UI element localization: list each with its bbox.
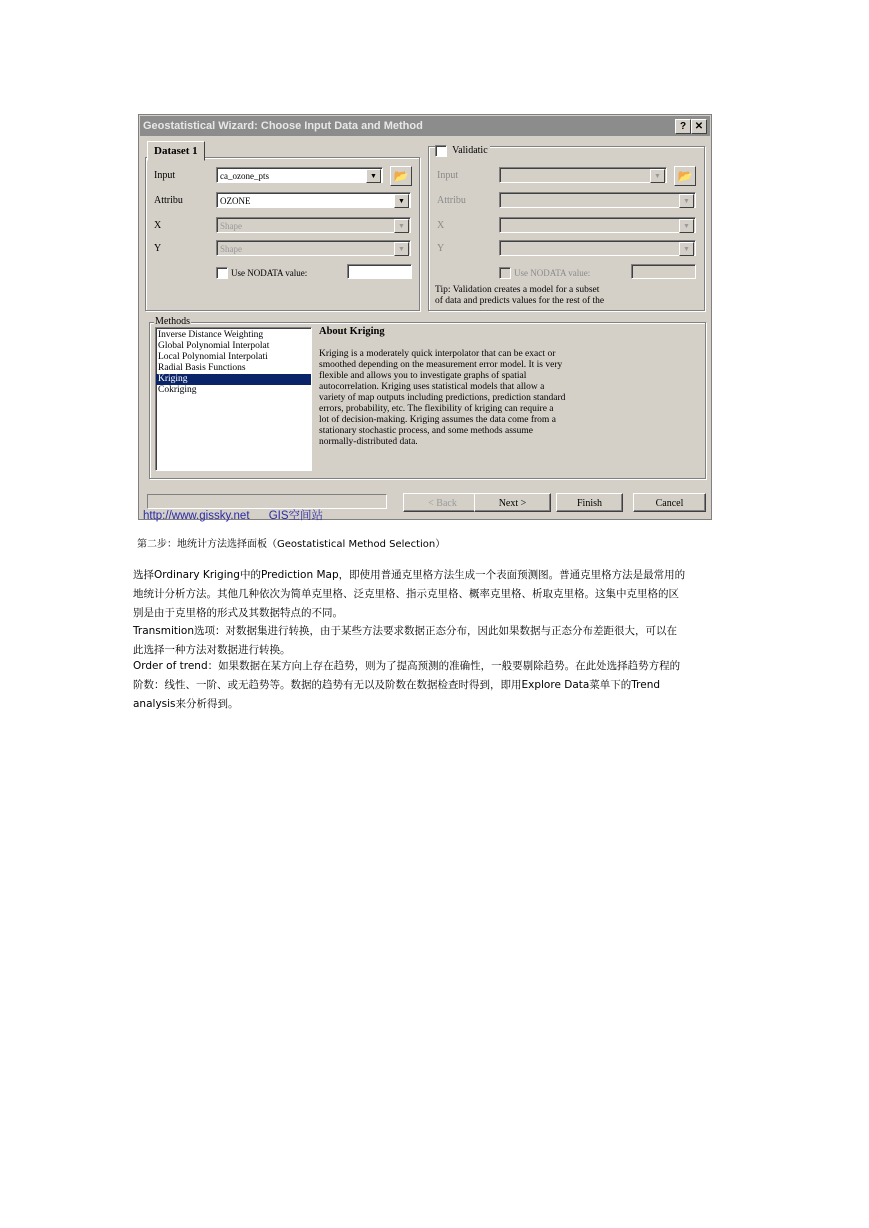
validation-attribute-dropdown[interactable] [499,192,696,208]
x-value: Shape [220,221,242,231]
input-label: Input [154,170,176,181]
paragraph-line: Transmition选项：对数据集进行转换，由于某些方法要求数据正态分布，因此如果数据与正态分布差距很大，可以在 [133,625,678,637]
dropdown-arrow-icon[interactable]: ▼ [394,194,409,208]
validation-tip-line: of data and predicts values for the rest of the [435,296,605,306]
about-line: variety of map outputs including predictions, prediction standard [319,393,566,403]
finish-button[interactable]: Finish [556,493,623,512]
paragraph-line: 此选择一种方法对数据进行转换。 [133,644,291,656]
dialog-title-bar [140,116,710,136]
dropdown-arrow-icon[interactable]: ▼ [366,169,381,183]
validation-use-nodata-label: Use NODATA value: [514,268,591,278]
validation-input-dropdown[interactable] [499,167,667,183]
input-value: ca_ozone_pts [220,171,269,181]
paragraph-line: analysis来分析得到。 [133,698,239,710]
about-line: normally-distributed data. [319,437,418,447]
dropdown-arrow-icon[interactable]: ▼ [394,219,409,233]
use-nodata-checkbox[interactable] [216,267,228,279]
validation-nodata-value-field[interactable] [631,264,696,279]
method-item[interactable]: Inverse Distance Weighting [158,330,264,340]
attribute-dropdown[interactable] [216,192,411,208]
y-dropdown[interactable] [216,240,411,256]
paragraph-line: 别是由于克里格的形式及其数据特点的不同。 [133,607,343,619]
next-button[interactable]: Next > [474,493,551,512]
validation-header [435,140,490,154]
dropdown-arrow-icon[interactable]: ▼ [394,242,409,256]
help-button[interactable]: ? [675,119,691,134]
about-line: smoothed depending on the measurement error model. It is very [319,360,563,370]
back-button[interactable]: < Back [403,493,482,512]
paragraph-3 [133,657,733,714]
validation-label: Validatic [452,144,488,156]
y-value: Shape [220,244,242,254]
validation-x-dropdown[interactable] [499,217,696,233]
open-folder-icon[interactable]: 📂 [390,166,412,186]
method-item-selected[interactable]: Kriging [156,374,311,385]
watermark-text: http://www.gissky.net GIS空间站 [143,510,324,522]
paragraph-2 [133,622,733,660]
paragraph-line: 选择Ordinary Kriging中的Prediction Map，即使用普通克里格方法生成一个表面预测图。普通克里格方法是最常用的 [133,569,686,581]
y-label: Y [154,243,162,254]
attribute-label: Attribu [154,195,183,206]
tab-dataset1[interactable]: Dataset 1 [147,141,205,161]
figure-caption: 第二步：地统计方法选择面板（Geostatistical Method Selection） [137,539,446,550]
paragraph-1 [133,566,733,623]
validation-checkbox[interactable] [435,145,447,157]
paragraph-line: 地统计分析方法。其他几种依次为简单克里格、泛克里格、指示克里格、概率克里格、析取克里格。这集中克里格的区 [133,588,679,600]
method-item[interactable]: Local Polynomial Interpolati [158,352,268,362]
about-line: errors, probability, etc. The flexibility of kriging can require a [319,404,554,414]
dropdown-arrow-icon[interactable]: ▼ [679,219,694,233]
about-line: stationary stochastic process, and some methods assume [319,426,533,436]
close-button[interactable]: ✕ [691,119,707,134]
x-label: X [154,220,162,231]
about-line: autocorrelation. Kriging uses statistical models that allow a [319,382,545,392]
dropdown-arrow-icon[interactable]: ▼ [679,194,694,208]
validation-open-folder-icon[interactable]: 📂 [674,166,696,186]
validation-tip-line: Tip: Validation creates a model for a subset [435,285,600,295]
method-item[interactable]: Radial Basis Functions [158,363,246,373]
dropdown-arrow-icon[interactable]: ▼ [650,169,665,183]
paragraph-line: Order of trend：如果数据在某方向上存在趋势，则为了提高预测的准确性，一般要剔除趋势。在此处选择趋势方程的 [133,660,681,672]
use-nodata-label: Use NODATA value: [231,268,308,278]
x-dropdown[interactable] [216,217,411,233]
input-dropdown[interactable] [216,167,383,183]
validation-input-label: Input [437,170,459,181]
methods-label: Methods [155,316,190,327]
about-description [319,349,565,448]
methods-list[interactable] [155,327,312,471]
about-line: lot of decision-making. Kriging assumes the data come from a [319,415,556,425]
validation-use-nodata-checkbox[interactable] [499,267,511,279]
about-line: flexible and allows you to investigate graphs of spatial [319,371,527,381]
attribute-value: OZONE [220,196,251,206]
about-title: About Kriging [319,326,385,337]
validation-y-dropdown[interactable] [499,240,696,256]
dialog-title: Geostatistical Wizard: Choose Input Data and Method [143,120,423,132]
validation-x-label: X [437,220,445,231]
method-item[interactable]: Cokriging [158,385,197,395]
nodata-value-field[interactable] [347,264,412,279]
dropdown-arrow-icon[interactable]: ▼ [679,242,694,256]
validation-tip [435,285,604,307]
validation-y-label: Y [437,243,445,254]
cancel-button[interactable]: Cancel [633,493,706,512]
geostatistical-wizard-dialog [138,114,712,520]
paragraph-line: 阶数：线性、一阶、或无趋势等。数据的趋势有无以及阶数在数据检查时得到，即用Explore Data菜单下的Trend [133,679,661,691]
method-item[interactable]: Global Polynomial Interpolat [158,341,270,351]
about-line: Kriging is a moderately quick interpolator that can be exact or [319,349,556,359]
validation-attribute-label: Attribu [437,195,466,206]
